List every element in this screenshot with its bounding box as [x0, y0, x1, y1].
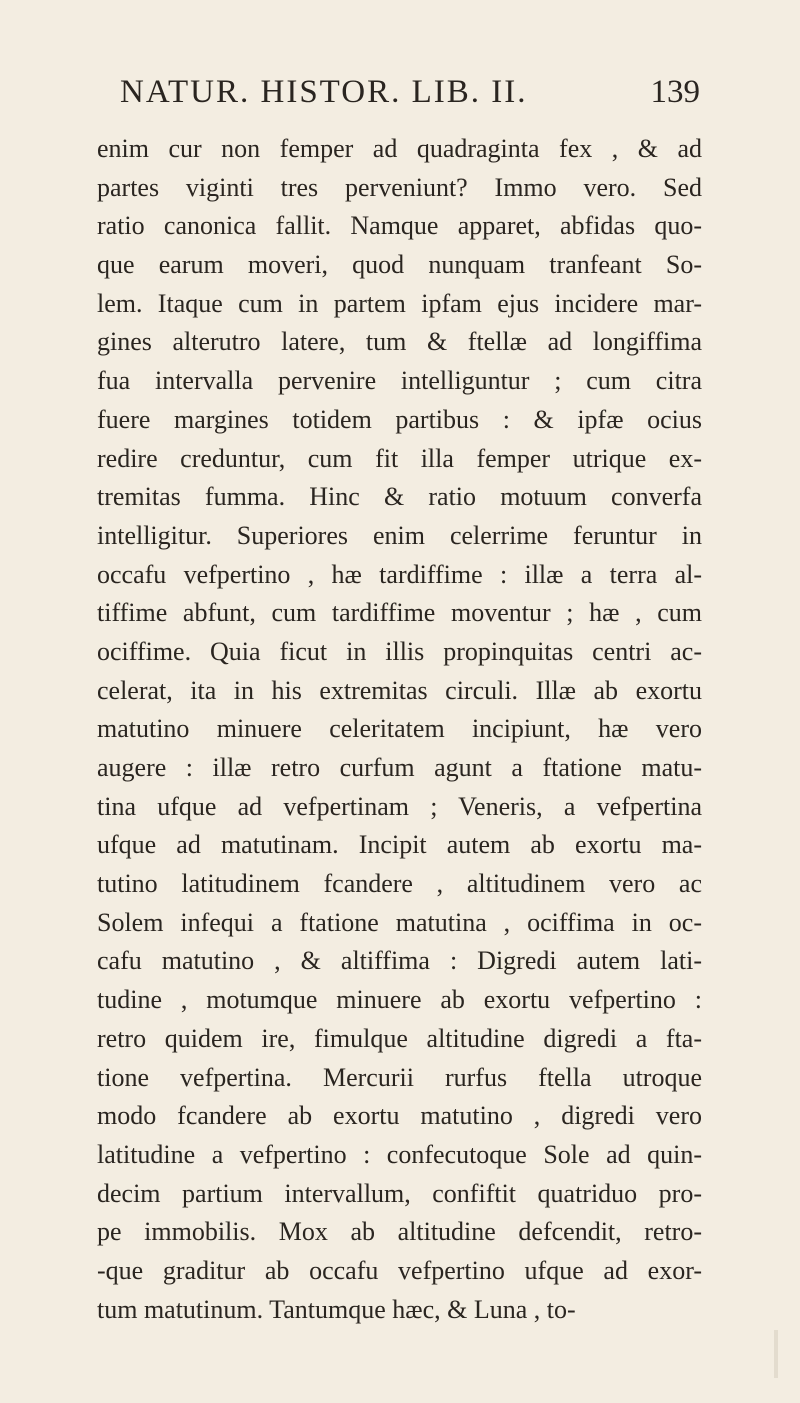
text-line: ociffime. Quia ficut in illis propinquitas centri ac-	[97, 636, 702, 666]
text-line: redire creduntur, cum fit illa femper utrique ex-	[97, 443, 702, 473]
body-text	[97, 130, 702, 1329]
text-line: retro quidem ire, fimulque altitudine digredi a fta-	[97, 1023, 702, 1053]
text-line: lem. Itaque cum in partem ipfam ejus incidere mar-	[97, 288, 702, 318]
text-line: tione vefpertina. Mercurii rurfus ftella utroque	[97, 1062, 702, 1092]
text-line: pe immobilis. Mox ab altitudine defcendit, retro-	[97, 1217, 702, 1247]
text-line: augere : illæ retro curfum agunt a ftatione matu-	[97, 753, 702, 782]
text-line: que earum moveri, quod nunquam tranfeant So-	[97, 250, 702, 280]
text-line: tiffime abfunt, cum tardiffime moventur ; hæ , cum	[97, 598, 702, 628]
text-line: gines alterutro latere, tum & ftellæ ad longiffima	[97, 327, 702, 357]
page-header	[120, 72, 700, 112]
text-line: celerat, ita in his extremitas circuli. Illæ ab exortu	[97, 675, 702, 705]
text-line: ufque ad matutinam. Incipit autem ab exortu ma-	[97, 830, 702, 860]
paper-mark	[774, 1330, 778, 1378]
text-line: tudine , motumque minuere ab exortu vefpertino :	[97, 985, 702, 1015]
text-line: modo fcandere ab exortu matutino , digredi vero	[97, 1101, 702, 1131]
text-line: tum matutinum. Tantumque hæc, & Luna , to-	[97, 1294, 576, 1324]
text-line: tutino latitudinem fcandere , altitudinem vero ac	[97, 869, 702, 899]
text-line: matutino minuere celeritatem incipiunt, hæ vero	[97, 714, 702, 744]
running-title: NATUR. HISTOR. LIB. II.	[120, 74, 528, 110]
text-line: ratio canonica fallit. Namque apparet, abfidas quo-	[97, 211, 702, 241]
text-line: occafu vefpertino , hæ tardiffime : illæ a terra al-	[97, 559, 702, 589]
text-line: decim partium intervallum, confiftit quatriduo pro-	[97, 1178, 702, 1208]
text-line: -que graditur ab occafu vefpertino ufque ad exor-	[97, 1255, 702, 1285]
text-line: fuere margines totidem partibus : & ipfæ ocius	[97, 404, 702, 434]
text-line: fua intervalla pervenire intelliguntur ; cum citra	[97, 366, 702, 396]
text-line: intelligitur. Superiores enim celerrime feruntur in	[97, 520, 702, 550]
page-number: 139	[650, 74, 700, 110]
text-line: Solem infequi a ftatione matutina , ociffima in oc-	[97, 907, 702, 937]
text-line: enim cur non femper ad quadraginta fex , & ad	[97, 134, 702, 163]
text-line: tremitas fumma. Hinc & ratio motuum converfa	[97, 482, 702, 512]
text-line: partes viginti tres perveniunt? Immo vero. Sed	[97, 172, 702, 202]
text-line: tina ufque ad vefpertinam ; Veneris, a vefpertina	[97, 791, 702, 821]
text-line: cafu matutino , & altiffima : Digredi autem lati-	[97, 946, 702, 976]
text-line: latitudine a vefpertino : confecutoque Sole ad quin-	[97, 1139, 702, 1169]
